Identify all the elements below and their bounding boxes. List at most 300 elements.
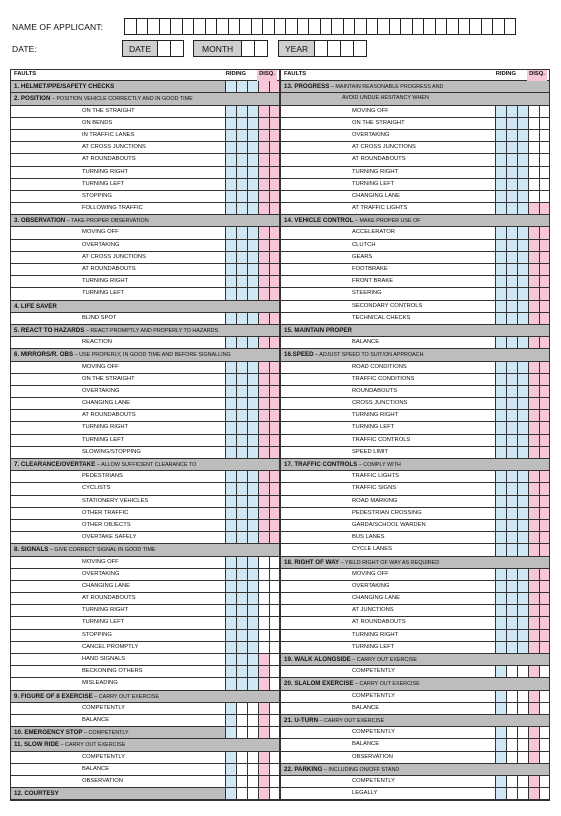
disq-mark-cell[interactable] — [269, 630, 280, 641]
riding-mark-cell[interactable] — [517, 581, 528, 592]
disq-mark-cell[interactable] — [269, 471, 280, 482]
disq-mark-cell[interactable] — [269, 483, 280, 494]
riding-mark-cell[interactable] — [247, 532, 258, 543]
riding-mark-cell[interactable] — [506, 337, 517, 348]
riding-mark-cell[interactable] — [247, 788, 258, 799]
date-month-box[interactable] — [241, 40, 255, 57]
riding-mark-cell[interactable] — [506, 642, 517, 653]
riding-mark-cell[interactable] — [236, 642, 247, 653]
riding-mark-cell[interactable] — [517, 374, 528, 385]
disq-mark-cell[interactable] — [258, 630, 269, 641]
disq-mark-cell[interactable] — [258, 593, 269, 604]
riding-mark-cell[interactable] — [495, 727, 506, 738]
riding-mark-cell[interactable] — [247, 179, 258, 190]
riding-mark-cell[interactable] — [236, 362, 247, 373]
riding-mark-cell[interactable] — [495, 410, 506, 421]
riding-mark-cell[interactable] — [247, 167, 258, 178]
disq-mark-cell[interactable] — [269, 727, 280, 738]
disq-mark-cell[interactable] — [269, 654, 280, 665]
riding-mark-cell[interactable] — [236, 191, 247, 202]
riding-mark-cell[interactable] — [495, 605, 506, 616]
riding-mark-cell[interactable] — [495, 130, 506, 141]
riding-mark-cell[interactable] — [517, 179, 528, 190]
riding-mark-cell[interactable] — [236, 776, 247, 787]
disq-mark-cell[interactable] — [539, 252, 550, 263]
riding-mark-cell[interactable] — [495, 167, 506, 178]
disq-mark-cell[interactable] — [528, 313, 539, 324]
disq-mark-cell[interactable] — [258, 447, 269, 458]
disq-mark-cell[interactable] — [528, 447, 539, 458]
riding-mark-cell[interactable] — [225, 374, 236, 385]
riding-mark-cell[interactable] — [247, 593, 258, 604]
disq-mark-cell[interactable] — [269, 240, 280, 251]
disq-mark-cell[interactable] — [269, 435, 280, 446]
riding-mark-cell[interactable] — [495, 337, 506, 348]
riding-mark-cell[interactable] — [247, 118, 258, 129]
disq-mark-cell[interactable] — [539, 471, 550, 482]
riding-mark-cell[interactable] — [236, 435, 247, 446]
riding-mark-cell[interactable] — [247, 447, 258, 458]
disq-mark-cell[interactable] — [258, 118, 269, 129]
disq-mark-cell[interactable] — [269, 374, 280, 385]
riding-mark-cell[interactable] — [495, 617, 506, 628]
riding-mark-cell[interactable] — [225, 557, 236, 568]
riding-mark-cell[interactable] — [225, 240, 236, 251]
riding-mark-cell[interactable] — [247, 227, 258, 238]
riding-mark-cell[interactable] — [517, 191, 528, 202]
disq-mark-cell[interactable] — [539, 362, 550, 373]
disq-mark-cell[interactable] — [528, 703, 539, 714]
riding-mark-cell[interactable] — [247, 569, 258, 580]
riding-mark-cell[interactable] — [236, 179, 247, 190]
disq-mark-cell[interactable] — [528, 630, 539, 641]
riding-mark-cell[interactable] — [236, 252, 247, 263]
riding-mark-cell[interactable] — [495, 106, 506, 117]
disq-mark-cell[interactable] — [539, 288, 550, 299]
riding-mark-cell[interactable] — [236, 605, 247, 616]
riding-mark-cell[interactable] — [506, 276, 517, 287]
disq-mark-cell[interactable] — [539, 630, 550, 641]
disq-mark-cell[interactable] — [269, 276, 280, 287]
disq-mark-cell[interactable] — [528, 532, 539, 543]
riding-mark-cell[interactable] — [236, 337, 247, 348]
riding-mark-cell[interactable] — [247, 605, 258, 616]
riding-mark-cell[interactable] — [506, 301, 517, 312]
riding-mark-cell[interactable] — [506, 776, 517, 787]
riding-mark-cell[interactable] — [247, 630, 258, 641]
riding-mark-cell[interactable] — [517, 739, 528, 750]
riding-mark-cell[interactable] — [517, 496, 528, 507]
riding-mark-cell[interactable] — [506, 130, 517, 141]
disq-mark-cell[interactable] — [528, 337, 539, 348]
riding-mark-cell[interactable] — [517, 727, 528, 738]
disq-mark-cell[interactable] — [539, 435, 550, 446]
disq-mark-cell[interactable] — [258, 581, 269, 592]
riding-mark-cell[interactable] — [495, 264, 506, 275]
disq-mark-cell[interactable] — [528, 739, 539, 750]
riding-mark-cell[interactable] — [495, 593, 506, 604]
riding-mark-cell[interactable] — [495, 276, 506, 287]
disq-mark-cell[interactable] — [258, 617, 269, 628]
riding-mark-cell[interactable] — [236, 240, 247, 251]
disq-mark-cell[interactable] — [258, 496, 269, 507]
riding-mark-cell[interactable] — [495, 642, 506, 653]
riding-mark-cell[interactable] — [506, 191, 517, 202]
riding-mark-cell[interactable] — [247, 276, 258, 287]
riding-mark-cell[interactable] — [495, 288, 506, 299]
disq-mark-cell[interactable] — [258, 532, 269, 543]
disq-mark-cell[interactable] — [269, 422, 280, 433]
riding-mark-cell[interactable] — [506, 483, 517, 494]
riding-mark-cell[interactable] — [225, 81, 236, 92]
riding-mark-cell[interactable] — [247, 106, 258, 117]
riding-mark-cell[interactable] — [495, 179, 506, 190]
riding-mark-cell[interactable] — [247, 703, 258, 714]
riding-mark-cell[interactable] — [247, 642, 258, 653]
disq-mark-cell[interactable] — [528, 252, 539, 263]
disq-mark-cell[interactable] — [269, 776, 280, 787]
disq-mark-cell[interactable] — [269, 154, 280, 165]
riding-mark-cell[interactable] — [225, 386, 236, 397]
riding-mark-cell[interactable] — [247, 374, 258, 385]
riding-mark-cell[interactable] — [225, 788, 236, 799]
disq-mark-cell[interactable] — [539, 386, 550, 397]
disq-mark-cell[interactable] — [539, 593, 550, 604]
riding-mark-cell[interactable] — [495, 240, 506, 251]
riding-mark-cell[interactable] — [517, 617, 528, 628]
disq-mark-cell[interactable] — [539, 447, 550, 458]
date-year-box[interactable] — [314, 40, 328, 57]
riding-mark-cell[interactable] — [517, 776, 528, 787]
riding-mark-cell[interactable] — [495, 118, 506, 129]
disq-mark-cell[interactable] — [269, 508, 280, 519]
disq-mark-cell[interactable] — [269, 81, 280, 92]
riding-mark-cell[interactable] — [495, 203, 506, 214]
riding-mark-cell[interactable] — [225, 313, 236, 324]
riding-mark-cell[interactable] — [506, 544, 517, 555]
disq-mark-cell[interactable] — [528, 691, 539, 702]
disq-mark-cell[interactable] — [258, 471, 269, 482]
disq-mark-cell[interactable] — [528, 410, 539, 421]
disq-mark-cell[interactable] — [269, 447, 280, 458]
riding-mark-cell[interactable] — [225, 666, 236, 677]
disq-mark-cell[interactable] — [269, 203, 280, 214]
riding-mark-cell[interactable] — [225, 678, 236, 689]
disq-mark-cell[interactable] — [539, 337, 550, 348]
riding-mark-cell[interactable] — [236, 630, 247, 641]
disq-mark-cell[interactable] — [528, 386, 539, 397]
riding-mark-cell[interactable] — [236, 313, 247, 324]
riding-mark-cell[interactable] — [506, 154, 517, 165]
riding-mark-cell[interactable] — [517, 752, 528, 763]
disq-mark-cell[interactable] — [269, 593, 280, 604]
disq-mark-cell[interactable] — [258, 313, 269, 324]
disq-mark-cell[interactable] — [539, 422, 550, 433]
riding-mark-cell[interactable] — [225, 764, 236, 775]
disq-mark-cell[interactable] — [258, 386, 269, 397]
riding-mark-cell[interactable] — [506, 374, 517, 385]
disq-mark-cell[interactable] — [269, 581, 280, 592]
riding-mark-cell[interactable] — [236, 203, 247, 214]
disq-mark-cell[interactable] — [539, 130, 550, 141]
disq-mark-cell[interactable] — [528, 569, 539, 580]
disq-mark-cell[interactable] — [258, 715, 269, 726]
disq-mark-cell[interactable] — [528, 544, 539, 555]
disq-mark-cell[interactable] — [539, 276, 550, 287]
disq-mark-cell[interactable] — [528, 435, 539, 446]
disq-mark-cell[interactable] — [539, 666, 550, 677]
date-year-box[interactable] — [340, 40, 354, 57]
riding-mark-cell[interactable] — [517, 288, 528, 299]
riding-mark-cell[interactable] — [225, 422, 236, 433]
disq-mark-cell[interactable] — [539, 154, 550, 165]
riding-mark-cell[interactable] — [506, 617, 517, 628]
riding-mark-cell[interactable] — [236, 276, 247, 287]
riding-mark-cell[interactable] — [247, 654, 258, 665]
disq-mark-cell[interactable] — [528, 118, 539, 129]
disq-mark-cell[interactable] — [539, 240, 550, 251]
disq-mark-cell[interactable] — [539, 398, 550, 409]
disq-mark-cell[interactable] — [539, 118, 550, 129]
disq-mark-cell[interactable] — [269, 557, 280, 568]
disq-mark-cell[interactable] — [539, 106, 550, 117]
disq-mark-cell[interactable] — [258, 752, 269, 763]
disq-mark-cell[interactable] — [528, 666, 539, 677]
riding-mark-cell[interactable] — [495, 435, 506, 446]
riding-mark-cell[interactable] — [517, 691, 528, 702]
disq-mark-cell[interactable] — [528, 130, 539, 141]
riding-mark-cell[interactable] — [517, 386, 528, 397]
riding-mark-cell[interactable] — [247, 581, 258, 592]
riding-mark-cell[interactable] — [236, 496, 247, 507]
riding-mark-cell[interactable] — [517, 435, 528, 446]
disq-mark-cell[interactable] — [528, 776, 539, 787]
disq-mark-cell[interactable] — [539, 508, 550, 519]
riding-mark-cell[interactable] — [506, 508, 517, 519]
disq-mark-cell[interactable] — [258, 337, 269, 348]
disq-mark-cell[interactable] — [258, 142, 269, 153]
riding-mark-cell[interactable] — [517, 264, 528, 275]
disq-mark-cell[interactable] — [528, 362, 539, 373]
date-day-box[interactable] — [170, 40, 184, 57]
riding-mark-cell[interactable] — [506, 630, 517, 641]
riding-mark-cell[interactable] — [225, 776, 236, 787]
riding-mark-cell[interactable] — [517, 337, 528, 348]
disq-mark-cell[interactable] — [258, 276, 269, 287]
riding-mark-cell[interactable] — [247, 666, 258, 677]
riding-mark-cell[interactable] — [506, 605, 517, 616]
date-month-box[interactable] — [254, 40, 268, 57]
riding-mark-cell[interactable] — [495, 422, 506, 433]
riding-mark-cell[interactable] — [506, 471, 517, 482]
riding-mark-cell[interactable] — [517, 240, 528, 251]
riding-mark-cell[interactable] — [247, 435, 258, 446]
disq-mark-cell[interactable] — [258, 422, 269, 433]
disq-mark-cell[interactable] — [269, 130, 280, 141]
riding-mark-cell[interactable] — [236, 557, 247, 568]
riding-mark-cell[interactable] — [506, 118, 517, 129]
riding-mark-cell[interactable] — [225, 106, 236, 117]
riding-mark-cell[interactable] — [247, 398, 258, 409]
riding-mark-cell[interactable] — [236, 569, 247, 580]
disq-mark-cell[interactable] — [269, 642, 280, 653]
disq-mark-cell[interactable] — [539, 410, 550, 421]
riding-mark-cell[interactable] — [506, 581, 517, 592]
disq-mark-cell[interactable] — [528, 788, 539, 799]
riding-mark-cell[interactable] — [236, 581, 247, 592]
disq-mark-cell[interactable] — [528, 191, 539, 202]
disq-mark-cell[interactable] — [528, 581, 539, 592]
disq-mark-cell[interactable] — [528, 471, 539, 482]
disq-mark-cell[interactable] — [528, 593, 539, 604]
riding-mark-cell[interactable] — [236, 398, 247, 409]
disq-mark-cell[interactable] — [528, 203, 539, 214]
date-year-group[interactable] — [278, 40, 367, 57]
riding-mark-cell[interactable] — [506, 264, 517, 275]
riding-mark-cell[interactable] — [225, 593, 236, 604]
riding-mark-cell[interactable] — [517, 301, 528, 312]
riding-mark-cell[interactable] — [517, 630, 528, 641]
riding-mark-cell[interactable] — [495, 776, 506, 787]
disq-mark-cell[interactable] — [539, 727, 550, 738]
riding-mark-cell[interactable] — [225, 642, 236, 653]
disq-mark-cell[interactable] — [258, 362, 269, 373]
disq-mark-cell[interactable] — [528, 483, 539, 494]
riding-mark-cell[interactable] — [236, 703, 247, 714]
riding-mark-cell[interactable] — [506, 422, 517, 433]
disq-mark-cell[interactable] — [528, 605, 539, 616]
disq-mark-cell[interactable] — [539, 483, 550, 494]
riding-mark-cell[interactable] — [517, 130, 528, 141]
riding-mark-cell[interactable] — [236, 167, 247, 178]
disq-mark-cell[interactable] — [539, 520, 550, 531]
riding-mark-cell[interactable] — [225, 630, 236, 641]
riding-mark-cell[interactable] — [236, 471, 247, 482]
riding-mark-cell[interactable] — [225, 435, 236, 446]
disq-mark-cell[interactable] — [269, 252, 280, 263]
riding-mark-cell[interactable] — [517, 154, 528, 165]
riding-mark-cell[interactable] — [247, 240, 258, 251]
riding-mark-cell[interactable] — [225, 179, 236, 190]
disq-mark-cell[interactable] — [258, 203, 269, 214]
riding-mark-cell[interactable] — [506, 666, 517, 677]
disq-mark-cell[interactable] — [539, 739, 550, 750]
applicant-name-field[interactable] — [125, 18, 516, 35]
riding-mark-cell[interactable] — [236, 264, 247, 275]
disq-mark-cell[interactable] — [258, 569, 269, 580]
disq-mark-cell[interactable] — [258, 764, 269, 775]
disq-mark-cell[interactable] — [258, 703, 269, 714]
riding-mark-cell[interactable] — [495, 496, 506, 507]
disq-mark-cell[interactable] — [539, 776, 550, 787]
riding-mark-cell[interactable] — [225, 154, 236, 165]
disq-mark-cell[interactable] — [269, 703, 280, 714]
riding-mark-cell[interactable] — [247, 471, 258, 482]
riding-mark-cell[interactable] — [236, 715, 247, 726]
disq-mark-cell[interactable] — [528, 727, 539, 738]
riding-mark-cell[interactable] — [517, 203, 528, 214]
riding-mark-cell[interactable] — [517, 642, 528, 653]
riding-mark-cell[interactable] — [506, 203, 517, 214]
riding-mark-cell[interactable] — [495, 471, 506, 482]
disq-mark-cell[interactable] — [258, 642, 269, 653]
disq-mark-cell[interactable] — [258, 288, 269, 299]
riding-mark-cell[interactable] — [225, 447, 236, 458]
disq-mark-cell[interactable] — [269, 398, 280, 409]
riding-mark-cell[interactable] — [506, 252, 517, 263]
riding-mark-cell[interactable] — [247, 191, 258, 202]
riding-mark-cell[interactable] — [247, 520, 258, 531]
riding-mark-cell[interactable] — [247, 764, 258, 775]
riding-mark-cell[interactable] — [247, 288, 258, 299]
disq-mark-cell[interactable] — [258, 776, 269, 787]
disq-mark-cell[interactable] — [528, 142, 539, 153]
disq-mark-cell[interactable] — [258, 483, 269, 494]
riding-mark-cell[interactable] — [225, 276, 236, 287]
disq-mark-cell[interactable] — [539, 691, 550, 702]
riding-mark-cell[interactable] — [247, 81, 258, 92]
disq-mark-cell[interactable] — [258, 605, 269, 616]
riding-mark-cell[interactable] — [225, 362, 236, 373]
riding-mark-cell[interactable] — [247, 154, 258, 165]
riding-mark-cell[interactable] — [247, 557, 258, 568]
riding-mark-cell[interactable] — [506, 398, 517, 409]
disq-mark-cell[interactable] — [269, 520, 280, 531]
riding-mark-cell[interactable] — [506, 435, 517, 446]
riding-mark-cell[interactable] — [247, 264, 258, 275]
riding-mark-cell[interactable] — [517, 666, 528, 677]
riding-mark-cell[interactable] — [225, 483, 236, 494]
riding-mark-cell[interactable] — [236, 81, 247, 92]
date-year-box[interactable] — [353, 40, 367, 57]
disq-mark-cell[interactable] — [258, 240, 269, 251]
disq-mark-cell[interactable] — [539, 301, 550, 312]
riding-mark-cell[interactable] — [225, 569, 236, 580]
riding-mark-cell[interactable] — [495, 386, 506, 397]
riding-mark-cell[interactable] — [495, 569, 506, 580]
riding-mark-cell[interactable] — [225, 337, 236, 348]
riding-mark-cell[interactable] — [247, 142, 258, 153]
riding-mark-cell[interactable] — [517, 593, 528, 604]
riding-mark-cell[interactable] — [506, 593, 517, 604]
riding-mark-cell[interactable] — [495, 483, 506, 494]
riding-mark-cell[interactable] — [225, 288, 236, 299]
disq-mark-cell[interactable] — [269, 288, 280, 299]
disq-mark-cell[interactable] — [269, 764, 280, 775]
riding-mark-cell[interactable] — [495, 191, 506, 202]
riding-mark-cell[interactable] — [247, 617, 258, 628]
disq-mark-cell[interactable] — [258, 130, 269, 141]
riding-mark-cell[interactable] — [506, 410, 517, 421]
disq-mark-cell[interactable] — [258, 398, 269, 409]
riding-mark-cell[interactable] — [517, 167, 528, 178]
disq-mark-cell[interactable] — [539, 788, 550, 799]
disq-mark-cell[interactable] — [539, 544, 550, 555]
disq-mark-cell[interactable] — [528, 264, 539, 275]
disq-mark-cell[interactable] — [269, 715, 280, 726]
riding-mark-cell[interactable] — [247, 776, 258, 787]
riding-mark-cell[interactable] — [225, 715, 236, 726]
riding-mark-cell[interactable] — [225, 252, 236, 263]
riding-mark-cell[interactable] — [247, 252, 258, 263]
disq-mark-cell[interactable] — [269, 179, 280, 190]
disq-mark-cell[interactable] — [528, 752, 539, 763]
disq-mark-cell[interactable] — [258, 191, 269, 202]
riding-mark-cell[interactable] — [236, 142, 247, 153]
riding-mark-cell[interactable] — [517, 252, 528, 263]
riding-mark-cell[interactable] — [517, 544, 528, 555]
name-char-box[interactable] — [504, 18, 517, 35]
